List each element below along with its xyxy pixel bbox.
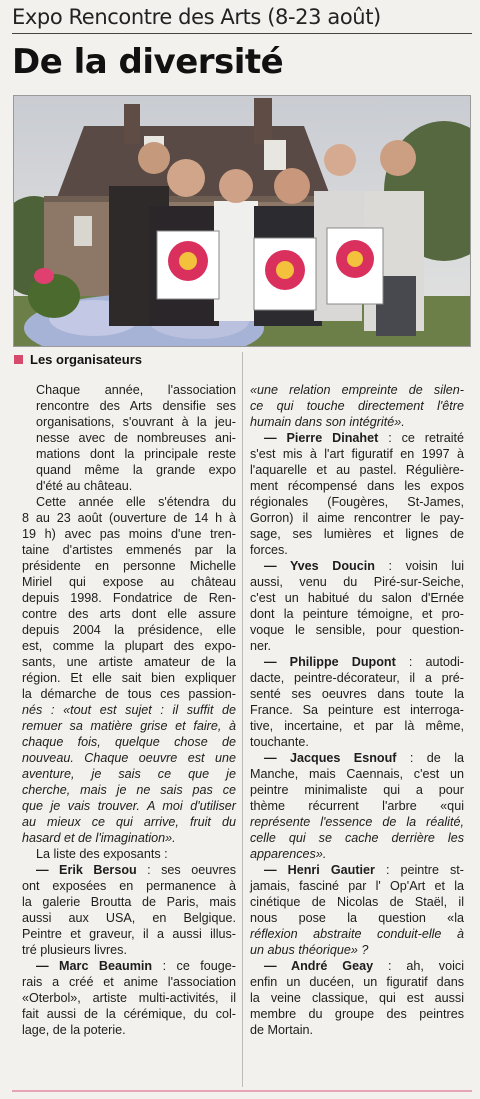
text-line: [22, 510, 236, 526]
line-text: : ses oeuvres: [136, 863, 236, 877]
line-text: : ce fouge-: [152, 959, 236, 973]
line-text: voque le sensible, pour question-: [250, 623, 464, 637]
line-text: : de la: [396, 751, 464, 765]
text-line: [22, 910, 236, 926]
text-line: [22, 846, 236, 862]
line-text: chaque fois, quelque chose de: [22, 735, 236, 749]
text-line: [22, 638, 236, 654]
line-text: de Mortain.: [250, 1023, 313, 1037]
text-line: [22, 430, 236, 446]
text-line: [250, 510, 464, 526]
article-column-left: [22, 382, 236, 1038]
line-text: apparences».: [250, 847, 327, 861]
line-text: ce qui touche directement l'être: [250, 399, 464, 413]
text-line: [22, 446, 236, 462]
text-line: [22, 462, 236, 478]
line-text: c'est un habitué du salon d'Ernée: [250, 591, 464, 605]
line-text: que je vais trouver. A moi d'utiliser: [22, 799, 236, 813]
line-text: humain dans son intégrité».: [250, 415, 405, 429]
text-line: [250, 462, 464, 478]
text-line: [250, 670, 464, 686]
line-text: Manche, mais Caennais, c'est un: [250, 767, 464, 781]
text-line: [250, 846, 464, 862]
text-line: [22, 478, 236, 494]
text-line: [250, 1022, 464, 1038]
text-line: [250, 574, 464, 590]
text-line: [22, 862, 236, 878]
text-line: [22, 414, 236, 430]
kicker-rule: [12, 33, 472, 34]
text-line: [250, 398, 464, 414]
text-line: [250, 526, 464, 542]
text-line: [22, 718, 236, 734]
line-text: contre des arts dont elle assure: [22, 607, 236, 621]
text-line: [250, 1006, 464, 1022]
text-line: [250, 542, 464, 558]
text-line: [250, 910, 464, 926]
line-text: : ah, voici: [373, 959, 464, 973]
text-line: [22, 398, 236, 414]
text-line: [22, 878, 236, 894]
text-line: [250, 430, 464, 446]
line-text: rais a créé et anime l'association: [22, 975, 236, 989]
line-text: nesse avec de nombreuses ani-: [36, 431, 236, 445]
text-line: [22, 750, 236, 766]
text-line: [22, 814, 236, 830]
line-text: ont exposées en permanence à: [22, 879, 236, 893]
line-text: ment récompensé dans les expos: [250, 479, 464, 493]
line-text: thème récurrent l'arbre «qui: [250, 799, 464, 813]
text-line: [22, 574, 236, 590]
line-text: forces.: [250, 543, 288, 557]
line-text: est, comme la plupart des expo-: [22, 639, 236, 653]
line-text: Miriel qui expose au château: [22, 575, 236, 589]
text-line: [250, 878, 464, 894]
bottom-rule: [12, 1090, 472, 1092]
text-line: [22, 606, 236, 622]
text-line: [250, 638, 464, 654]
line-text: réflexion abstraite conduit-elle à: [250, 927, 464, 941]
article-kicker: Expo Rencontre des Arts (8-23 août): [12, 5, 381, 29]
line-text: sants, une artiste amateur de la: [22, 655, 236, 669]
text-line: [22, 734, 236, 750]
line-text: peintre minimaliste qui a pour: [250, 783, 464, 797]
text-line: [250, 702, 464, 718]
line-text: présidente en personne Michelle: [22, 559, 236, 573]
line-text: organisations, s'ouvrant à la jeu-: [36, 415, 236, 429]
text-line: [22, 974, 236, 990]
text-line: [250, 750, 464, 766]
group-photo-illustration: [14, 96, 470, 346]
exhibitor-name: — Erik Bersou: [36, 863, 137, 877]
line-text: Cette année elle s'étendra du: [36, 495, 236, 509]
line-text: touchante.: [250, 735, 309, 749]
text-line: [22, 702, 236, 718]
line-text: La liste des exposants :: [36, 847, 168, 861]
line-text: 19 h) avec pas moins d'une tren-: [22, 527, 236, 541]
exhibitor-name: — Marc Beaumin: [36, 959, 153, 973]
line-text: France. Sa peinture est interroga-: [250, 703, 464, 717]
line-text: sage, ses lumières et lignes de: [250, 527, 464, 541]
text-line: [22, 558, 236, 574]
text-line: [250, 990, 464, 1006]
text-line: [250, 478, 464, 494]
text-line: [250, 622, 464, 638]
line-text: région. Et elle sait bien expliquer: [22, 671, 236, 685]
line-text: mations dont la principale reste: [36, 447, 236, 461]
exhibitor-name: — Yves Doucin: [264, 559, 375, 573]
line-text: un abus théorique» ?: [250, 943, 369, 957]
line-text: celle qui se cache derrière les: [250, 831, 464, 845]
text-line: [250, 446, 464, 462]
text-line: [250, 798, 464, 814]
exhibitor-name: — Philippe Dupont: [264, 655, 396, 669]
line-text: hasard et de l'imagination».: [22, 831, 176, 845]
line-text: dont la peinture témoigne, et pro-: [250, 607, 464, 621]
text-line: [22, 798, 236, 814]
line-text: jamais, fasciné par l' Op'Art et la: [250, 879, 464, 893]
line-text: 8 au 23 août (ouverture de 14 h à: [22, 511, 236, 525]
line-text: cherche, mais je ne sais pas ce: [22, 783, 236, 797]
line-text: taine d'artistes emmenés par la: [22, 543, 236, 557]
exhibitor-name: — Pierre Dinahet: [264, 431, 379, 445]
text-line: [250, 926, 464, 942]
text-line: [250, 558, 464, 574]
line-text: ner.: [250, 639, 272, 653]
line-text: enfin un ducéen, un figuratif dans: [250, 975, 464, 989]
line-text: nouveau. Chaque oeuvre est une: [22, 751, 236, 765]
text-line: [22, 942, 236, 958]
line-text: remuer sa matière grise et faire, à: [22, 719, 236, 733]
line-text: la galerie Broutta de Paris, mais: [22, 895, 236, 909]
line-text: Gorron) il aime rencontrer le pay-: [250, 511, 464, 525]
poster-1: [157, 231, 219, 299]
text-line: [250, 494, 464, 510]
text-line: [22, 1022, 236, 1038]
caption-text: Les organisateurs: [30, 352, 142, 367]
text-line: [250, 382, 464, 398]
line-text: lage, de la poterie.: [22, 1023, 126, 1037]
text-line: [250, 734, 464, 750]
line-text: senté ses oeuvres dans toute la: [250, 687, 464, 701]
line-text: Chaque année, l'association: [36, 383, 236, 397]
text-line: [22, 958, 236, 974]
line-text: : peintre st-: [374, 863, 465, 877]
line-text: depuis 2004 la présidence, elle: [22, 623, 236, 637]
poster-3: [327, 228, 383, 304]
line-text: rencontre des Arts densifie ses: [36, 399, 236, 413]
exhibitor-name: — André Geay: [264, 959, 374, 973]
line-text: s'est mis à l'art figuratif en 1997 à: [250, 447, 464, 461]
line-text: cinétique de Nicolas de Staël, il: [250, 895, 464, 909]
text-line: [22, 382, 236, 398]
text-line: [22, 542, 236, 558]
text-line: [250, 974, 464, 990]
text-line: [250, 718, 464, 734]
caption-bullet-icon: [14, 355, 23, 364]
line-text: tive, incertaine, et par là même,: [250, 719, 464, 733]
poster-2: [254, 238, 316, 310]
photo-caption: [14, 352, 314, 368]
column-divider: [242, 352, 243, 1087]
line-text: «Oterbol», artiste multi-activités, il: [22, 991, 236, 1005]
line-text: d'été au château.: [36, 479, 133, 493]
text-line: [250, 414, 464, 430]
text-line: [250, 862, 464, 878]
line-text: nous pose la question «la: [250, 911, 464, 925]
text-line: [22, 654, 236, 670]
text-line: [22, 782, 236, 798]
text-line: [22, 830, 236, 846]
line-text: membre du groupe des peintres: [250, 1007, 464, 1021]
line-text: aussi aux USA, en Belgique.: [22, 911, 236, 925]
text-line: [22, 494, 236, 510]
line-text: quand même la grande expo: [36, 463, 236, 477]
line-text: : ce retraité: [378, 431, 464, 445]
line-text: : voisin lui: [374, 559, 464, 573]
line-text: la démarche de tous ces passion-: [22, 687, 236, 701]
text-line: [22, 686, 236, 702]
text-line: [250, 782, 464, 798]
line-text: fait aussi de la cérémique, du col-: [22, 1007, 236, 1021]
text-line: [22, 894, 236, 910]
line-text: représente l'essence de la réalité,: [250, 815, 464, 829]
text-line: [250, 814, 464, 830]
text-line: [22, 670, 236, 686]
exhibitor-name: — Henri Gautier: [264, 863, 375, 877]
text-line: [22, 990, 236, 1006]
text-line: [250, 958, 464, 974]
line-text: depuis 1998. Fondatrice de Ren-: [22, 591, 236, 605]
text-line: [250, 830, 464, 846]
article-column-right: [250, 382, 464, 1038]
line-text: au mieux ce qui arrive, fruit du: [22, 815, 236, 829]
line-text: «une relation empreinte de silen-: [250, 383, 464, 397]
line-text: Peintre et graveur, il a aussi illus-: [22, 927, 236, 941]
article-headline: De la diversité: [12, 42, 284, 82]
line-text: dacte, peintre-décorateur, il a pré-: [250, 671, 464, 685]
text-line: [250, 654, 464, 670]
text-line: [250, 942, 464, 958]
text-line: [22, 590, 236, 606]
exhibitor-name: — Jacques Esnouf: [264, 751, 397, 765]
line-text: aussi, venu du Piré-sur-Seiche,: [250, 575, 464, 589]
line-text: l'aquarelle et au pastel. Régulière-: [250, 463, 464, 477]
text-line: [250, 894, 464, 910]
text-line: [22, 1006, 236, 1022]
line-text: la veine classique, qui est aussi: [250, 991, 464, 1005]
text-line: [22, 766, 236, 782]
text-line: [250, 590, 464, 606]
text-line: [22, 526, 236, 542]
text-line: [250, 686, 464, 702]
text-line: [22, 926, 236, 942]
text-line: [250, 606, 464, 622]
article-photo: [13, 95, 471, 347]
text-line: [250, 766, 464, 782]
line-text: : autodi-: [395, 655, 464, 669]
text-line: [22, 622, 236, 638]
line-text: aventure, je sais ce que je: [22, 767, 236, 781]
line-text: régionales (Fougères, St-James,: [250, 495, 464, 509]
line-text: tré plusieurs livres.: [22, 943, 127, 957]
line-text: nés : «tout est sujet : il suffit de: [22, 703, 236, 717]
